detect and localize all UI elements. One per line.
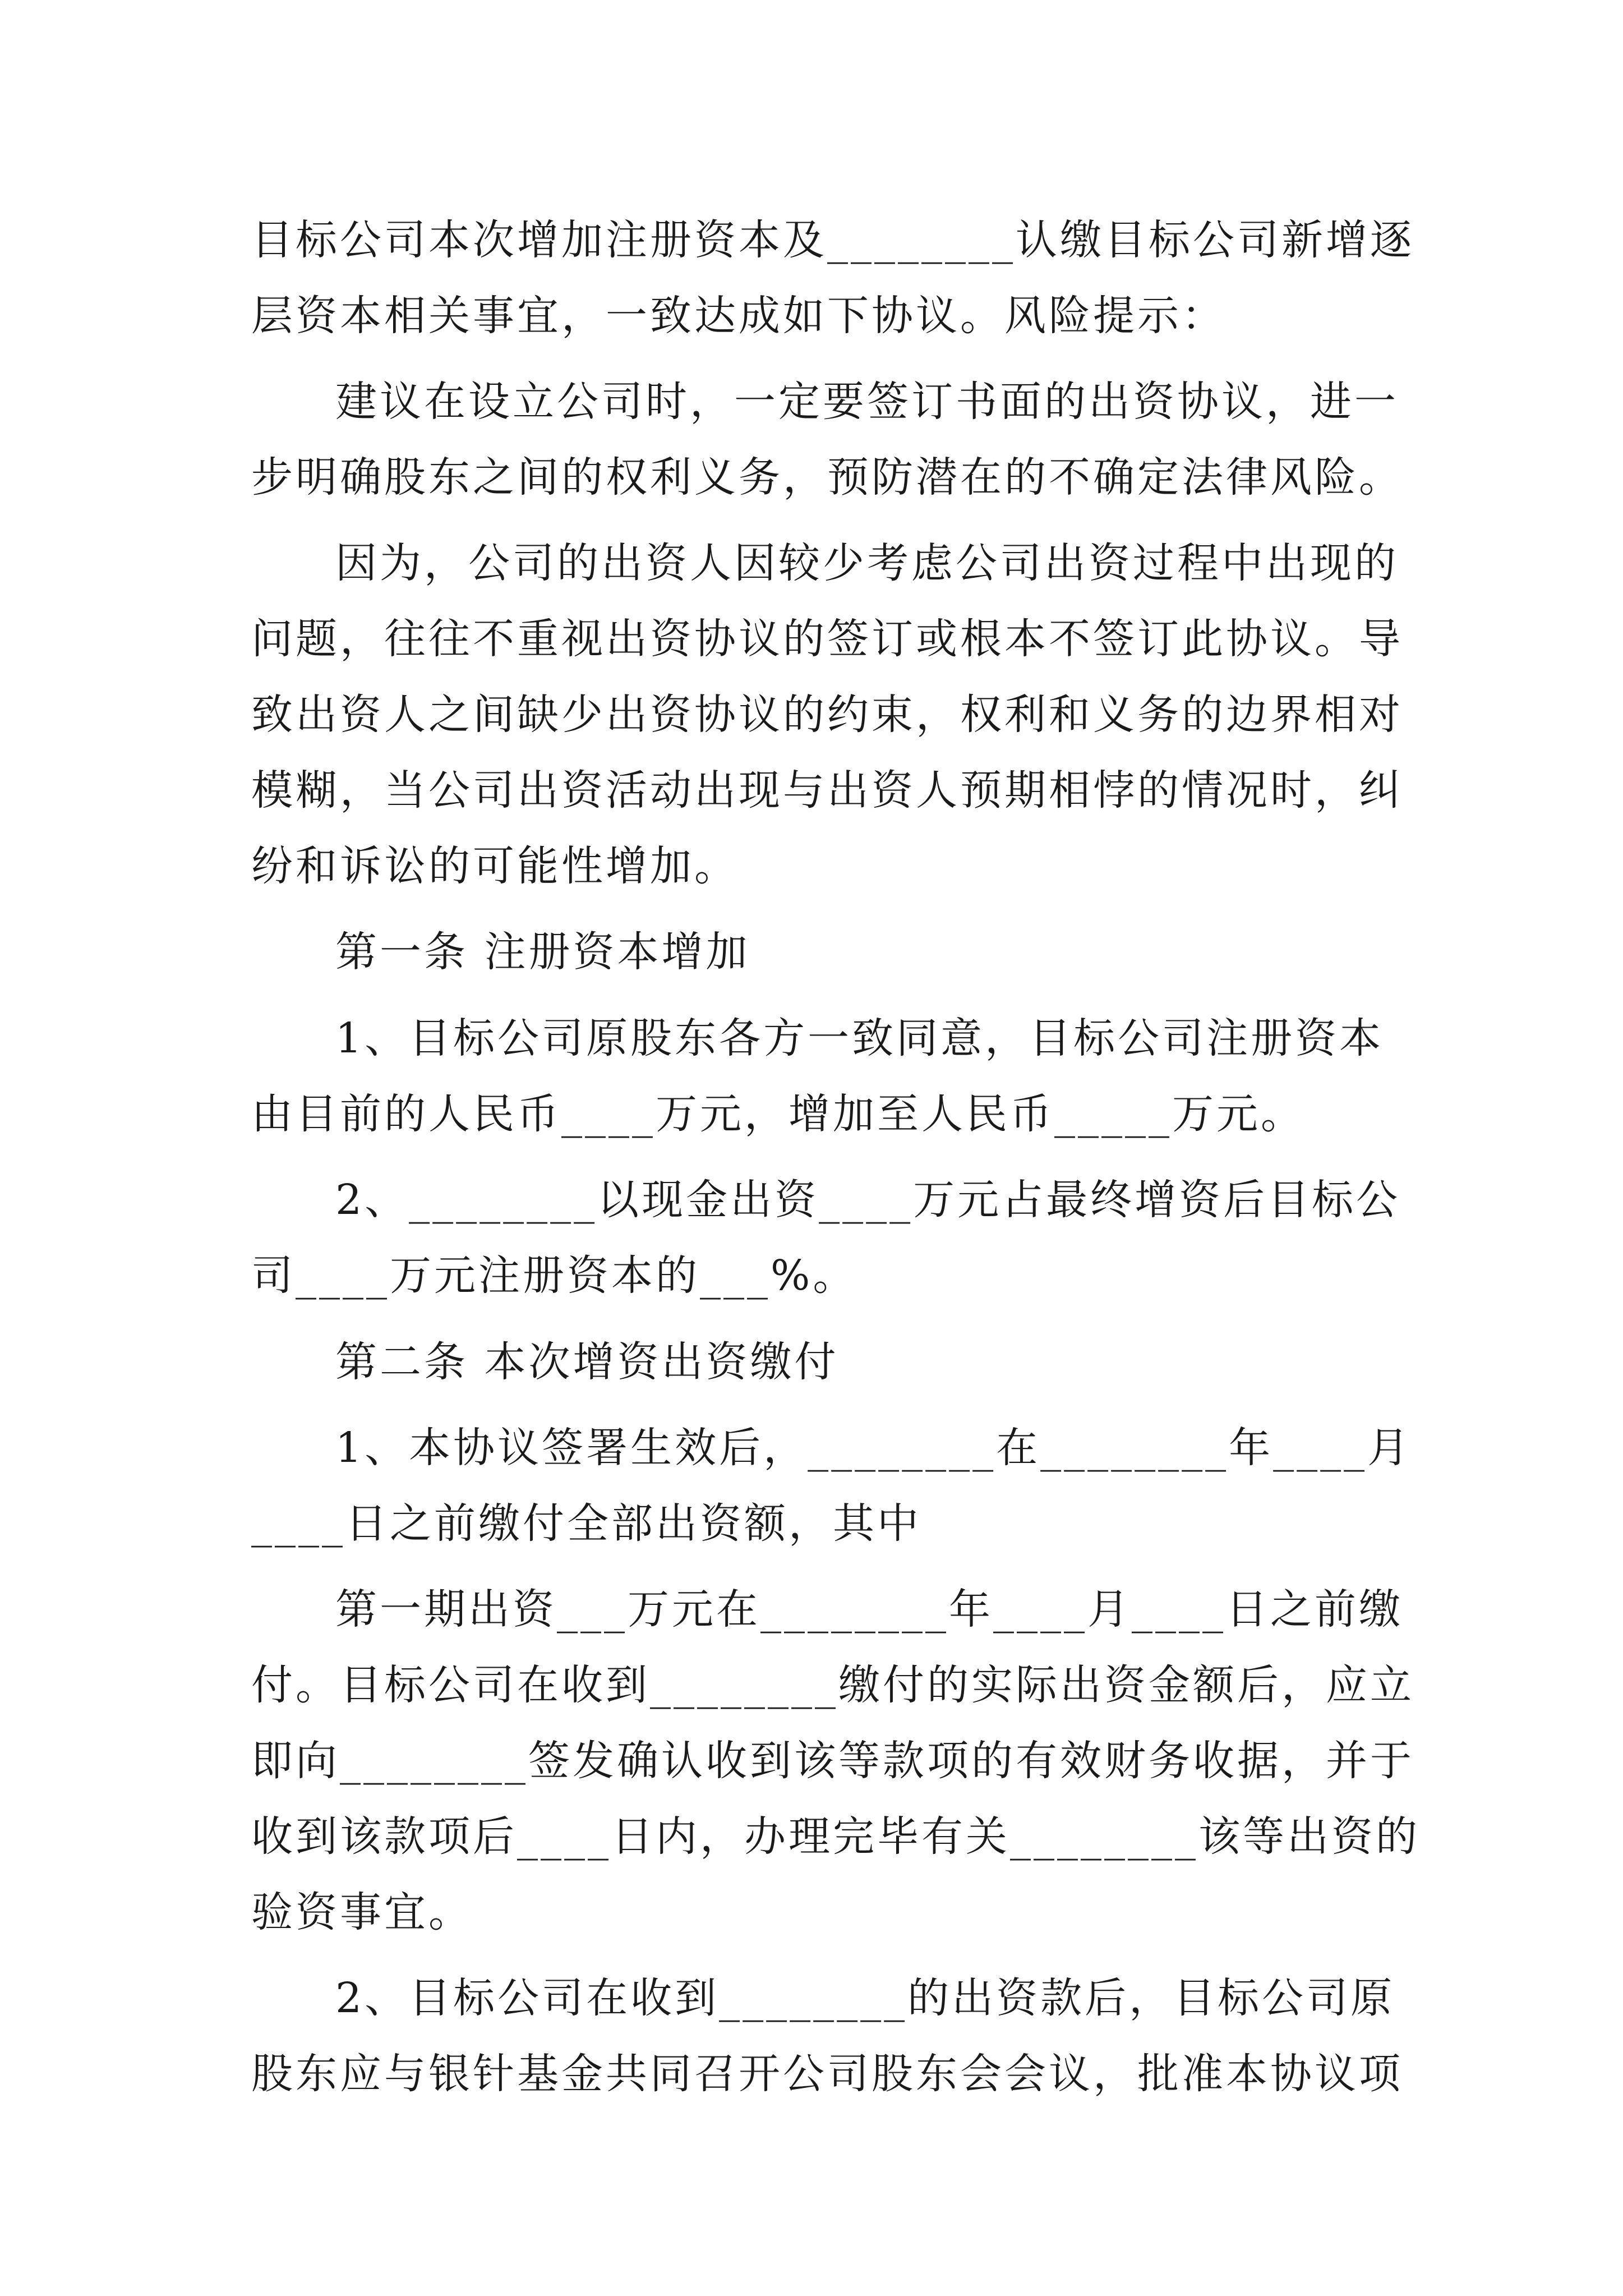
text-line: 收到该款项后____日内，办理完毕有关________该等出资的 [251,1812,1420,1861]
text-line: 建议在设立公司时，一定要签订书面的出资协议，进一 [335,378,1399,426]
text-line: ____日之前缴付全部出资额，其中 [251,1499,921,1548]
text-line: 步明确股东之间的权利义务，预防潜在的不确定法律风险。 [251,453,1403,501]
article-heading: 第一条 注册资本增加 [335,928,750,976]
text-line: 目标公司本次增加注册资本及________认缴目标公司新增逐 [251,216,1414,264]
text-line: 2、目标公司在收到________的出资款后，目标公司原 [335,1974,1395,2022]
text-line: 因为，公司的出资人因较少考虑公司出资过程中出现的 [335,539,1399,587]
text-line: 验资事宜。 [251,1888,473,1936]
text-line: 2、________以现金出资____万元占最终增资后目标公 [335,1176,1401,1224]
text-line: 付。目标公司在收到________缴付的实际出资金额后，应立 [251,1661,1414,1709]
text-line: 模糊，当公司出资活动出现与出资人预期相悖的情况时，纠 [251,766,1403,815]
text-line: 问题，往往不重视出资协议的签订或根本不签订此协议。导 [251,615,1403,663]
text-line: 即向________签发确认收到该等款项的有效财务收据，并于 [251,1737,1414,1785]
text-line: 股东应与银针基金共同召开公司股东会会议，批准本协议项 [251,2050,1403,2098]
text-line: 第一期出资___万元在________年____月____日之前缴 [335,1585,1403,1634]
text-line: 1、本协议签署生效后，________在________年____月 [335,1424,1412,1472]
text-line: 致出资人之间缺少出资协议的约束，权利和义务的边界相对 [251,691,1403,739]
text-line: 司____万元注册资本的___%。 [251,1251,857,1300]
text-line: 纷和诉讼的可能性增加。 [251,842,739,890]
text-line: 层资本相关事宜，一致达成如下协议。风险提示： [251,292,1226,340]
text-line: 由目前的人民币____万元，增加至人民币_____万元。 [251,1090,1305,1138]
text-line: 1、目标公司原股东各方一致同意，目标公司注册资本 [335,1014,1384,1062]
article-heading: 第二条 本次增资出资缴付 [335,1338,839,1386]
